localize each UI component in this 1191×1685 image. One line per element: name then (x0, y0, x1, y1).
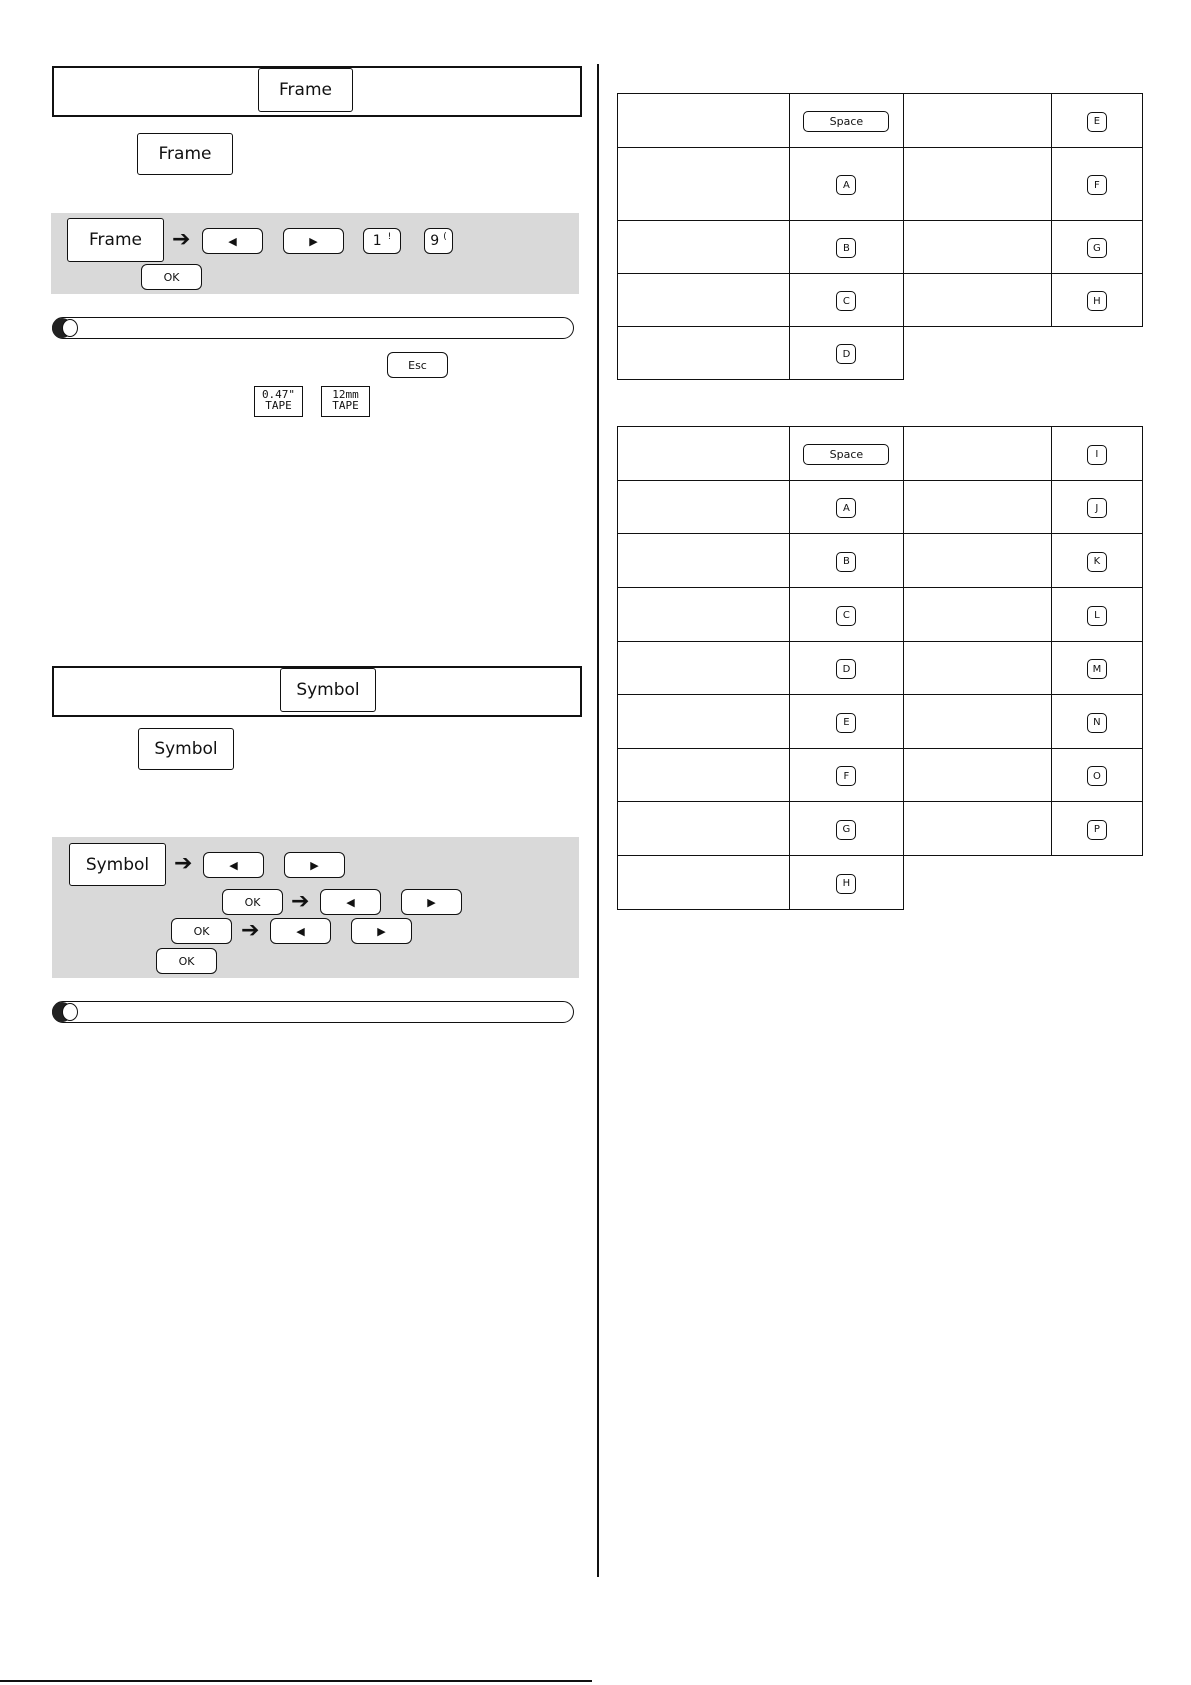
key-e[interactable]: E (1087, 112, 1107, 132)
table-row (618, 481, 1143, 534)
key-1-label: 1 (372, 233, 382, 249)
table-cell (903, 802, 1051, 856)
table-cell (618, 427, 790, 481)
table-cell (1051, 802, 1142, 856)
table-cell (903, 221, 1051, 274)
key-1-sub: ! (387, 232, 392, 242)
table-row (618, 695, 1143, 749)
frame-left-key[interactable]: ◀ (202, 228, 263, 254)
symbol-header-key: Symbol (280, 668, 376, 712)
key-l[interactable]: L (1087, 606, 1107, 626)
table-cell (1051, 481, 1142, 534)
tape-icon-mm-bottom: TAPE (332, 399, 359, 412)
tape-icon-inch-top: 0.47" (261, 388, 296, 401)
table-cell (903, 534, 1051, 588)
tape-width-icon-inch (254, 386, 303, 417)
next-arrow-icon: ➔ (291, 889, 310, 914)
table-row (618, 588, 1143, 642)
table-cell (903, 427, 1051, 481)
key-f[interactable]: F (1087, 175, 1107, 195)
key-9-label: 9 (430, 233, 440, 249)
table-cell (618, 481, 790, 534)
table-cell (903, 148, 1051, 221)
key-h[interactable]: H (836, 874, 856, 894)
note-icon-inner (62, 319, 78, 337)
frame-step-key[interactable]: Frame (137, 133, 233, 175)
frame-ok-key[interactable]: OK (141, 264, 202, 290)
table-cell (618, 94, 790, 148)
symbol-ok-key-2[interactable]: OK (171, 918, 232, 944)
table-cell (1051, 588, 1142, 642)
table-cell (618, 856, 790, 910)
table-cell (618, 695, 790, 749)
symbol-left-key-1[interactable]: ◀ (203, 852, 264, 878)
key-o[interactable]: O (1087, 766, 1107, 786)
table-cell (1051, 427, 1142, 481)
key-c[interactable]: C (836, 606, 856, 626)
table-cell (618, 802, 790, 856)
symbol-note-bar (52, 1001, 574, 1023)
tape-width-icon-mm (321, 386, 370, 417)
frame-key-9[interactable] (424, 228, 453, 254)
key-p[interactable]: P (1087, 820, 1107, 840)
key-b[interactable]: B (836, 552, 856, 572)
table-cell (618, 534, 790, 588)
symbol-step-key[interactable]: Symbol (138, 728, 234, 770)
table-cell (1051, 642, 1142, 695)
table-cell (790, 221, 903, 274)
symbol-right-key-1[interactable]: ▶ (284, 852, 345, 878)
key-k[interactable]: K (1087, 552, 1107, 572)
table-row (618, 642, 1143, 695)
table-cell (790, 148, 903, 221)
symbol-right-key-2[interactable]: ▶ (401, 889, 462, 915)
frame-key-table (617, 93, 1143, 380)
table-cell (1051, 274, 1142, 327)
esc-key[interactable]: Esc (387, 352, 448, 378)
table-row (618, 148, 1143, 221)
key-9-sub: ( (443, 232, 447, 242)
table-cell (618, 327, 790, 380)
space-key[interactable]: Space (803, 111, 889, 132)
key-n[interactable]: N (1087, 713, 1107, 733)
table-cell (903, 94, 1051, 148)
table-cell-empty (1051, 856, 1142, 910)
table-cell (903, 642, 1051, 695)
table-cell (790, 695, 903, 749)
table-cell (1051, 749, 1142, 802)
table-cell (903, 749, 1051, 802)
next-arrow-icon: ➔ (241, 918, 260, 943)
table-cell (790, 642, 903, 695)
frame-right-key[interactable]: ▶ (283, 228, 344, 254)
table-cell-empty (1051, 327, 1142, 380)
table-cell (618, 221, 790, 274)
table-cell (790, 588, 903, 642)
table-cell (790, 856, 903, 910)
key-d[interactable]: D (836, 344, 856, 364)
table-cell-empty (903, 327, 1051, 380)
table-cell (790, 427, 903, 481)
table-cell (790, 94, 903, 148)
table-cell (790, 534, 903, 588)
table-row (618, 856, 1143, 910)
key-a[interactable]: A (836, 498, 856, 518)
table-row (618, 749, 1143, 802)
table-row (618, 427, 1143, 481)
frame-note-bar (52, 317, 574, 339)
table-cell (618, 642, 790, 695)
table-row (618, 274, 1143, 327)
table-cell (790, 802, 903, 856)
space-key[interactable]: Space (803, 444, 889, 465)
symbol-procedure-start-key[interactable]: Symbol (69, 843, 166, 886)
symbol-left-key-3[interactable]: ◀ (270, 918, 331, 944)
table-row (618, 534, 1143, 588)
tape-icon-mm-top: 12mm (332, 388, 359, 401)
frame-procedure-start-key[interactable]: Frame (67, 218, 164, 262)
table-cell (618, 749, 790, 802)
next-arrow-icon: ➔ (174, 851, 193, 876)
symbol-left-key-2[interactable]: ◀ (320, 889, 381, 915)
key-a[interactable]: A (836, 175, 856, 195)
table-cell (1051, 695, 1142, 749)
table-cell (1051, 221, 1142, 274)
table-cell-empty (903, 856, 1051, 910)
key-b[interactable]: B (836, 238, 856, 258)
key-j[interactable]: J (1087, 498, 1107, 518)
table-row (618, 327, 1143, 380)
column-divider (597, 64, 599, 1577)
table-cell (790, 274, 903, 327)
symbol-right-key-3[interactable]: ▶ (351, 918, 412, 944)
table-cell (1051, 148, 1142, 221)
table-cell (618, 274, 790, 327)
table-cell (1051, 534, 1142, 588)
table-cell (618, 148, 790, 221)
symbol-ok-key-3[interactable]: OK (156, 948, 217, 974)
table-cell (790, 327, 903, 380)
next-arrow-icon: ➔ (172, 227, 191, 252)
frame-header-key: Frame (258, 68, 353, 112)
key-c[interactable]: C (836, 291, 856, 311)
table-cell (903, 588, 1051, 642)
key-d[interactable]: D (836, 659, 856, 679)
key-f[interactable]: F (836, 766, 856, 786)
footer-rule (0, 1680, 592, 1682)
key-e[interactable]: E (836, 713, 856, 733)
symbol-key-table (617, 426, 1143, 910)
table-row (618, 221, 1143, 274)
table-cell (790, 481, 903, 534)
table-cell (790, 749, 903, 802)
frame-key-1[interactable] (363, 228, 401, 254)
note-icon-inner (62, 1003, 78, 1021)
key-h[interactable]: H (1087, 291, 1107, 311)
symbol-ok-key-1[interactable]: OK (222, 889, 283, 915)
table-row (618, 94, 1143, 148)
table-cell (1051, 94, 1142, 148)
tape-icon-inch-bottom: TAPE (265, 399, 292, 412)
key-g[interactable]: G (1087, 238, 1107, 258)
key-m[interactable]: M (1087, 659, 1107, 679)
table-row (618, 802, 1143, 856)
table-cell (903, 481, 1051, 534)
key-i[interactable]: I (1087, 445, 1107, 465)
table-cell (618, 588, 790, 642)
key-g[interactable]: G (836, 820, 856, 840)
table-cell (903, 695, 1051, 749)
table-cell (903, 274, 1051, 327)
